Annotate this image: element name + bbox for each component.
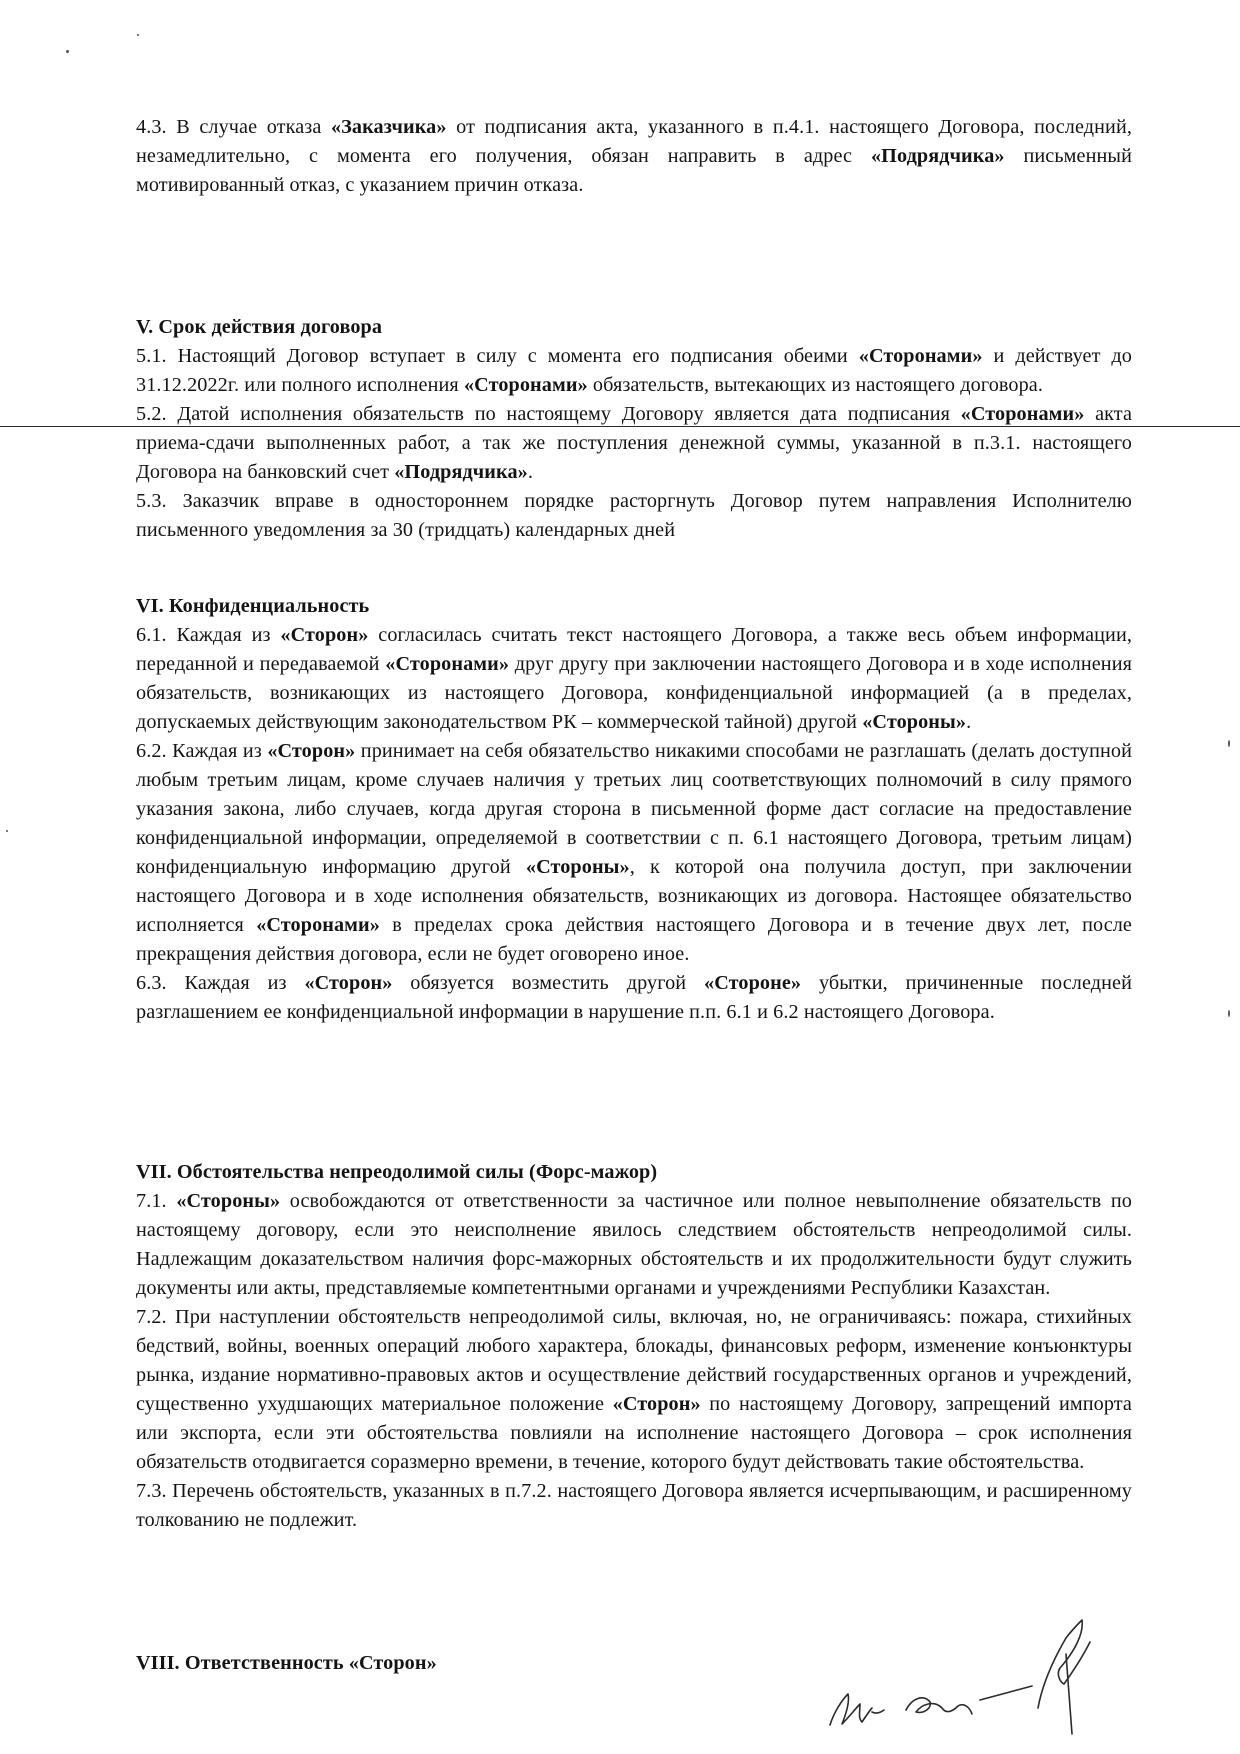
- text-run: убытки, причиненные последней разглашением ее конфиденциальной информации в нарушение п.п. 6.1 и 6.2 настоящего Договора.: [136, 972, 1132, 1023]
- scan-speck: [66, 50, 69, 53]
- bold-run: «Подрядчика»: [394, 461, 528, 483]
- bold-run: «Стороны»: [525, 856, 630, 878]
- text-run: 5.2. Датой исполнения обязательств по настоящему Договору является дата подписания: [136, 403, 961, 425]
- text-run: по настоящему Договору, запрещений импорта или экспорта, если эти обстоятельства повлияли на исполнение настоящего Договора – срок исполнения обязательств отодвигается соразмерно времени, в течение, которого будут действовать такие обстоятельства.: [136, 1393, 1132, 1473]
- text-run: 5.1. Настоящий Договор вступает в силу с момента его подписания обеими: [136, 345, 859, 367]
- paragraph-6-1: [136, 621, 1132, 737]
- paragraph-4-3: [136, 113, 1132, 200]
- section-4-3: [136, 113, 1132, 200]
- bold-run: «Сторонами»: [385, 653, 510, 675]
- text-run: акта приема-сдачи выполненных работ, а так же поступления денежной суммы, указанной в п.3.1. настоящего Договора на банковский счет: [136, 403, 1132, 483]
- bold-run: «Сторон»: [612, 1393, 701, 1415]
- bold-run: «Сторонами»: [463, 374, 588, 396]
- text-run: , к которой она получила доступ, при заключении настоящего Договора и в ходе исполнения обязательств, возникающих из договора. Настоящее обязательство исполняется: [136, 856, 1132, 936]
- paragraph-5-2: [136, 400, 1132, 487]
- paragraph-5-1: [136, 342, 1132, 400]
- handwritten-signature: [820, 1590, 1150, 1740]
- bold-run: «Подрядчика»: [870, 145, 1005, 167]
- text-run: 7.2. При наступлении обстоятельств непреодолимой силы, включая, но, не ограничиваясь: пожара, стихийных бедствий, войны, военных операций любого характера, блокады, финансовых реформ, изменение конъюнктуры рынка, издание нормативно-правовых актов и осуществление действий государственных органов и учреждений, существенно ухудшающих материальное положение: [136, 1306, 1132, 1415]
- paragraph-7-2: [136, 1303, 1132, 1477]
- text-run: письменный мотивированный отказ, с указанием причин отказа.: [136, 145, 1132, 196]
- paragraph-7-1: [136, 1187, 1132, 1303]
- bold-run: «Стороны»: [176, 1190, 281, 1212]
- text-run: .: [527, 461, 533, 483]
- bold-run: «Сторонами»: [256, 914, 380, 936]
- section-7: [136, 1158, 1132, 1535]
- section-5: [136, 313, 1132, 545]
- text-run: 4.3. В случае отказа: [136, 116, 331, 138]
- scan-speck: [1228, 740, 1230, 747]
- bold-run: «Сторонами»: [858, 345, 983, 367]
- paragraph-7-3: [136, 1477, 1132, 1535]
- scan-speck: [6, 830, 8, 832]
- bold-run: «Стороне»: [704, 972, 802, 994]
- text-run: обязуется возместить другой: [392, 972, 705, 994]
- paragraph-6-3: [136, 969, 1132, 1027]
- text-run: 7.3. Перечень обстоятельств, указанных в п.7.2. настоящего Договора является исчерпывающим, и расширенному толкованию не подлежит.: [136, 1480, 1132, 1531]
- bold-run: «Сторон»: [267, 740, 356, 762]
- section-7-heading: VII. Обстоятельства непреодолимой силы (Форс-мажор): [136, 1161, 658, 1183]
- paragraph-5-3: [136, 487, 1132, 545]
- scan-speck: [137, 34, 139, 36]
- bold-run: «Заказчика»: [330, 116, 447, 138]
- text-run: согласилась считать текст настоящего Договора, а также весь объем информации, переданной и передаваемой: [136, 624, 1132, 675]
- paragraph-6-2: [136, 737, 1132, 969]
- text-run: 5.3. Заказчик вправе в одностороннем порядке расторгнуть Договор путем направления Исполнителю письменного уведомления за 30 (тридцать) календарных дней: [136, 490, 1132, 541]
- text-run: в пределах срока действия настоящего Договора и в течение двух лет, после прекращения действия договора, если не будет оговорено иное.: [136, 914, 1132, 965]
- bold-run: «Сторонами»: [960, 403, 1085, 425]
- section-8-heading: VIII. Ответственность «Сторон»: [136, 1652, 437, 1674]
- section-6: [136, 592, 1132, 1027]
- text-run: 7.1.: [136, 1190, 177, 1212]
- section-6-heading: VI. Конфиденциальность: [136, 595, 370, 617]
- bold-run: «Сторон»: [280, 624, 369, 646]
- section-5-heading: V. Срок действия договора: [136, 316, 383, 338]
- scan-speck: [1228, 1010, 1230, 1017]
- text-run: и действует до 31.12.2022г. или полного исполнения: [136, 345, 1132, 396]
- text-run: обязательств, вытекающих из настоящего договора.: [587, 374, 1043, 396]
- text-run: 6.3. Каждая из: [136, 972, 305, 994]
- text-run: принимает на себя обязательство никакими способами не разглашать (делать доступной любым третьим лицам, кроме случаев наличия у третьих лиц соответствующих полномочий в силу прямого указания закона, либо случаев, когда другая сторона в письменной форме даст согласие на предоставление конфиденциальной информации, определяемой в соответствии с п. 6.1 настоящего Договора, третьим лицам) конфиденциальную информацию другой: [136, 740, 1132, 878]
- text-run: 6.1. Каждая из: [136, 624, 281, 646]
- bold-run: «Стороны»: [862, 711, 967, 733]
- text-run: освобождаются от ответственности за частичное или полное невыполнение обязательств по настоящему договору, если это неисполнение явилось следствием обстоятельств непреодолимой силы. Надлежащим доказательством наличия форс-мажорных обстоятельств и их продолжительности будут служить документы или акты, представляемые компетентными органами и учреждениями Республики Казахстан.: [136, 1190, 1132, 1299]
- text-run: 6.2. Каждая из: [136, 740, 268, 762]
- text-run: от подписания акта, указанного в п.4.1. настоящего Договора, последний, незамедлительно, с момента его получения, обязан направить в адрес: [136, 116, 1132, 167]
- text-run: .: [966, 711, 972, 733]
- bold-run: «Сторон»: [304, 972, 393, 994]
- text-run: друг другу при заключении настоящего Договора и в ходе исполнения обязательств, возникающих из настоящего Договора, конфиденциальной информацией (а в пределах, допускаемых действующим законодательством РК – коммерческой тайной) другой: [136, 653, 1132, 733]
